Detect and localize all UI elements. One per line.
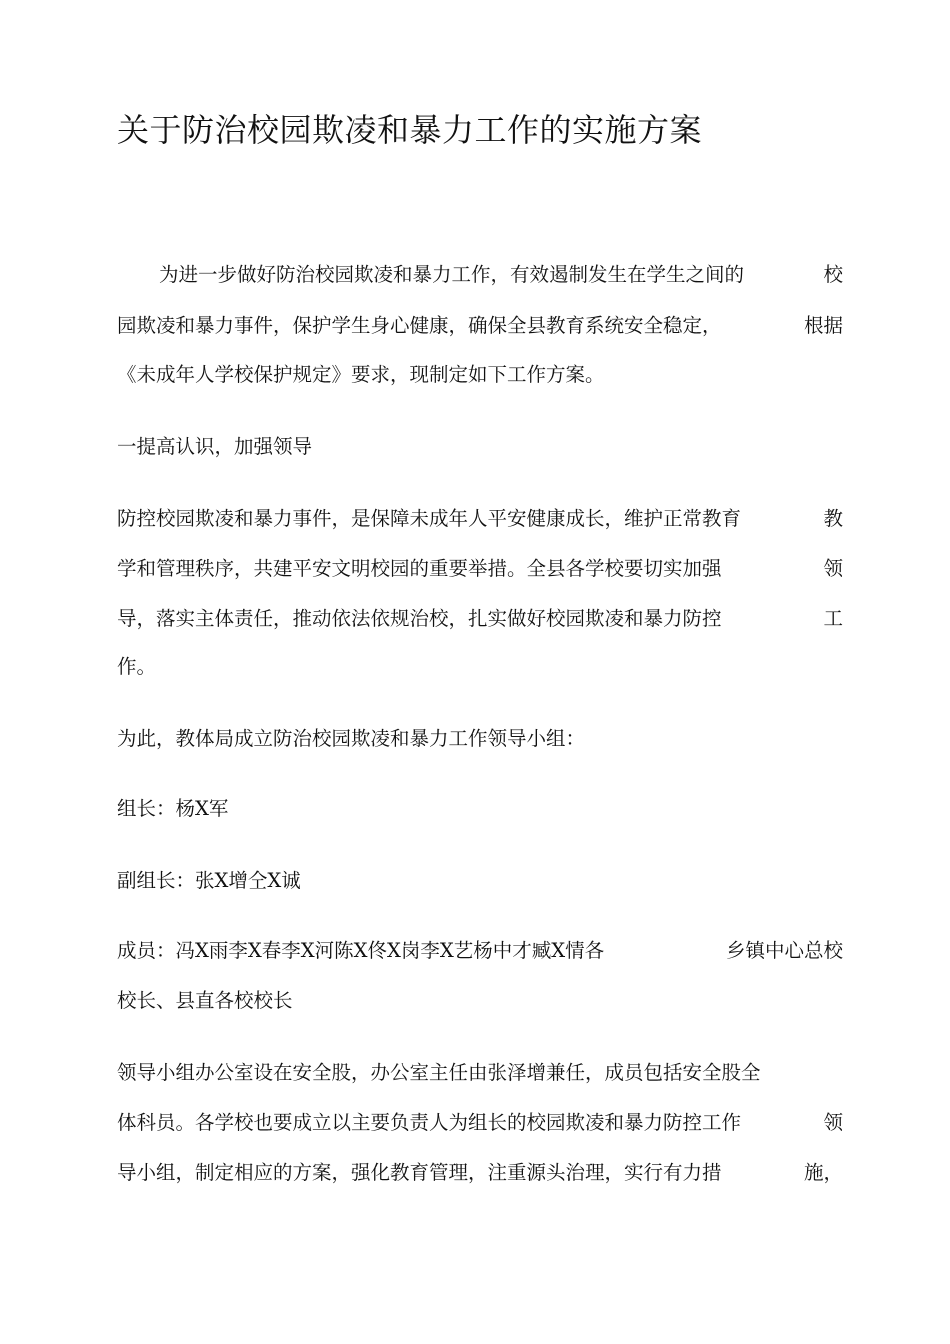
leader-line: 组长：杨X军: [117, 797, 229, 820]
intro-line-2-text: 园欺凌和暴力事件，保护学生身心健康，确保全县教育系统安全稳定，: [117, 314, 722, 337]
office-line-2-text: 体科员。各学校也要成立以主要负责人为组长的校园欺凌和暴力防控工作: [117, 1111, 742, 1134]
section-1-line-2-end: 领: [823, 557, 843, 580]
office-line-1: 领导小组办公室设在安全股，办公室主任由张泽增兼任，成员包括安全股全: [117, 1061, 761, 1084]
section-1-line-1: [117, 504, 843, 534]
group-intro: 为此，教体局成立防治校园欺凌和暴力工作领导小组：: [117, 727, 586, 750]
office-line-3-text: 导小组，制定相应的方案，强化教育管理，注重源头治理，实行有力措: [117, 1161, 722, 1184]
document-title: 关于防治校园欺凌和暴力工作的实施方案: [117, 111, 703, 149]
section-1-line-4: 作。: [117, 655, 157, 678]
section-1-line-2: [117, 554, 843, 584]
section-1-heading: 一提高认识，加强领导: [117, 435, 313, 458]
intro-line-2: [117, 311, 843, 341]
intro-line-1: [159, 260, 843, 290]
members-line-2: 校长、县直各校校长: [117, 989, 293, 1012]
section-1-line-1-text: 防控校园欺凌和暴力事件，是保障未成年人平安健康成长，维护正常教育: [117, 507, 742, 530]
section-1-line-3: [117, 604, 843, 634]
members-line-1-text: 成员：冯X雨李X春李X河陈X佟X岗李X艺杨中才臧X情各: [117, 939, 605, 962]
deputy-line: 副组长：张X增仝X诚: [117, 869, 301, 892]
section-1-line-3-text: 导，落实主体责任，推动依法依规治校，扎实做好校园欺凌和暴力防控: [117, 607, 722, 630]
section-1-line-1-end: 教: [823, 507, 843, 530]
office-line-3-end: 施，: [803, 1161, 843, 1184]
intro-line-1-text: 为进一步做好防治校园欺凌和暴力工作，有效遏制发生在学生之间的: [159, 263, 745, 286]
intro-line-2-end: 根据: [803, 314, 843, 337]
section-1-line-2-text: 学和管理秩序，共建平安文明校园的重要举措。全县各学校要切实加强: [117, 557, 722, 580]
members-line-1: [117, 936, 843, 966]
office-line-3: [117, 1158, 843, 1188]
intro-line-3: 《未成年人学校保护规定》要求，现制定如下工作方案。: [117, 363, 605, 386]
section-1-line-3-end: 工: [823, 607, 843, 630]
members-line-1-end: 乡镇中心总校: [725, 939, 843, 962]
intro-line-1-end: 校: [823, 263, 843, 286]
office-line-2-end: 领: [823, 1111, 843, 1134]
office-line-2: [117, 1108, 843, 1138]
